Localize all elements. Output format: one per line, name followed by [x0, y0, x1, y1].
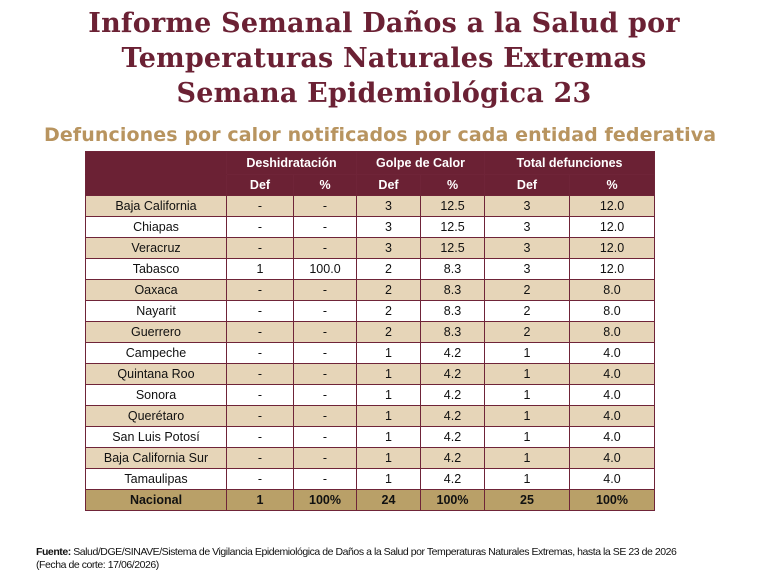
table-row [86, 406, 655, 427]
table-row [86, 301, 655, 322]
total-label: Nacional [86, 490, 227, 511]
table-cell: - [227, 448, 294, 469]
table-cell: - [294, 427, 357, 448]
table-row [86, 280, 655, 301]
table-cell: - [227, 196, 294, 217]
table-cell: 4.2 [421, 343, 485, 364]
table-cell: - [294, 196, 357, 217]
table-row [86, 448, 655, 469]
table-cell: - [227, 364, 294, 385]
state-name-cell: Baja California Sur [86, 448, 227, 469]
table-cell: 1 [357, 469, 421, 490]
total-cell: 1 [227, 490, 294, 511]
table-cell: - [294, 385, 357, 406]
table-cell: 1 [485, 343, 570, 364]
state-name-cell: Quintana Roo [86, 364, 227, 385]
state-name-cell: Querétaro [86, 406, 227, 427]
state-name-cell: Baja California [86, 196, 227, 217]
total-cell: 25 [485, 490, 570, 511]
total-cell: 100% [421, 490, 485, 511]
table-cell: - [227, 217, 294, 238]
table-cell: 8.0 [570, 280, 655, 301]
table-cell: - [227, 427, 294, 448]
source-text: Salud/DGE/SINAVE/Sistema de Vigilancia Epidemiológica de Daños a la Salud por Temperaturas Naturales Extremas, hasta la SE 23 de 2026 [70, 546, 677, 558]
header-sub-def: Def [485, 175, 570, 196]
table-cell: 2 [357, 280, 421, 301]
total-row [86, 490, 655, 511]
table-cell: 12.0 [570, 196, 655, 217]
table-cell: - [227, 301, 294, 322]
table-cell: - [294, 301, 357, 322]
header-sub-def: Def [227, 175, 294, 196]
header-blank-cell [86, 152, 227, 175]
state-name-cell: Chiapas [86, 217, 227, 238]
table-cell: - [294, 322, 357, 343]
table-cell: 1 [485, 385, 570, 406]
title-line-1: Informe Semanal Daños a la Salud por [88, 8, 680, 39]
source-cutoff: (Fecha de corte: 17/06/2026) [36, 559, 159, 571]
table-cell: 3 [485, 259, 570, 280]
table-row [86, 469, 655, 490]
state-name-cell: Veracruz [86, 238, 227, 259]
table-cell: - [294, 343, 357, 364]
table-cell: 8.0 [570, 322, 655, 343]
table-cell: 4.2 [421, 448, 485, 469]
table-cell: 2 [357, 301, 421, 322]
state-name-cell: Nayarit [86, 301, 227, 322]
table-cell: 3 [485, 217, 570, 238]
table-cell: - [227, 343, 294, 364]
header-group-total: Total defunciones [485, 152, 655, 175]
state-name-cell: Campeche [86, 343, 227, 364]
table-cell: 12.5 [421, 217, 485, 238]
table-cell: 3 [485, 238, 570, 259]
table-cell: 1 [227, 259, 294, 280]
table-cell: 4.0 [570, 385, 655, 406]
table-cell: - [294, 469, 357, 490]
header-sub-pct: % [294, 175, 357, 196]
table-subtitle: Defunciones por calor notificados por cada entidad federativa [44, 124, 717, 146]
table-cell: 1 [357, 448, 421, 469]
table-cell: - [227, 406, 294, 427]
table-row [86, 196, 655, 217]
state-name-cell: Guerrero [86, 322, 227, 343]
table-cell: 4.2 [421, 406, 485, 427]
table-cell: - [294, 238, 357, 259]
table-row [86, 343, 655, 364]
table-cell: 8.0 [570, 301, 655, 322]
total-cell: 100% [294, 490, 357, 511]
table-cell: 8.3 [421, 322, 485, 343]
table-row [86, 217, 655, 238]
source-label: Fuente: [36, 546, 71, 558]
table-row [86, 322, 655, 343]
table-cell: 3 [357, 217, 421, 238]
header-sub-def: Def [357, 175, 421, 196]
total-cell: 24 [357, 490, 421, 511]
table-cell: 2 [357, 259, 421, 280]
table-cell: 1 [485, 469, 570, 490]
table-cell: 1 [357, 406, 421, 427]
table-cell: - [227, 385, 294, 406]
table-cell: 3 [485, 196, 570, 217]
table-cell: 12.0 [570, 259, 655, 280]
table-cell: 1 [357, 343, 421, 364]
table-cell: - [294, 280, 357, 301]
source-note [36, 546, 676, 572]
table-cell: 8.3 [421, 301, 485, 322]
header-sub-pct: % [570, 175, 655, 196]
table-cell: 2 [485, 301, 570, 322]
table-cell: - [227, 280, 294, 301]
table-cell: 4.2 [421, 469, 485, 490]
table-cell: 4.0 [570, 427, 655, 448]
table-cell: 1 [485, 364, 570, 385]
title-line-2: Temperaturas Naturales Extremas [121, 43, 647, 74]
table-cell: - [294, 406, 357, 427]
table-cell: 8.3 [421, 259, 485, 280]
table-cell: 12.0 [570, 217, 655, 238]
state-name-cell: Tamaulipas [86, 469, 227, 490]
table-cell: 1 [485, 427, 570, 448]
table-row [86, 364, 655, 385]
table-cell: 12.5 [421, 238, 485, 259]
table-cell: 4.0 [570, 364, 655, 385]
table-cell: - [227, 322, 294, 343]
table-cell: - [294, 364, 357, 385]
header-sub-row [86, 175, 655, 196]
table-cell: 12.0 [570, 238, 655, 259]
table-cell: 4.0 [570, 469, 655, 490]
table-cell: 3 [357, 196, 421, 217]
table-row [86, 259, 655, 280]
table-cell: 2 [485, 280, 570, 301]
header-sub-pct: % [421, 175, 485, 196]
table-cell: 3 [357, 238, 421, 259]
table-cell: 4.2 [421, 427, 485, 448]
table-cell: - [227, 238, 294, 259]
header-blank-cell [86, 175, 227, 196]
report-title [0, 6, 768, 111]
table-row [86, 385, 655, 406]
table-cell: 4.0 [570, 406, 655, 427]
table-cell: 1 [357, 385, 421, 406]
title-line-3: Semana Epidemiológica 23 [176, 78, 592, 109]
table-cell: 12.5 [421, 196, 485, 217]
table-cell: - [227, 469, 294, 490]
table-cell: 4.2 [421, 385, 485, 406]
table-row [86, 427, 655, 448]
table-cell: 1 [485, 448, 570, 469]
deaths-table [85, 151, 655, 511]
state-name-cell: San Luis Potosí [86, 427, 227, 448]
table-cell: 1 [485, 406, 570, 427]
table-cell: 2 [485, 322, 570, 343]
table-cell: 1 [357, 364, 421, 385]
table-cell: 8.3 [421, 280, 485, 301]
table-cell: 4.2 [421, 364, 485, 385]
table-cell: 100.0 [294, 259, 357, 280]
table-body [86, 196, 655, 490]
state-name-cell: Tabasco [86, 259, 227, 280]
header-group-row [86, 152, 655, 175]
state-name-cell: Oaxaca [86, 280, 227, 301]
table-cell: 1 [357, 427, 421, 448]
table-cell: - [294, 217, 357, 238]
state-name-cell: Sonora [86, 385, 227, 406]
table-cell: - [294, 448, 357, 469]
header-group-heatstroke: Golpe de Calor [357, 152, 485, 175]
table-cell: 4.0 [570, 448, 655, 469]
header-group-dehydration: Deshidratación [227, 152, 357, 175]
table-cell: 4.0 [570, 343, 655, 364]
total-cell: 100% [570, 490, 655, 511]
table-row [86, 238, 655, 259]
table-cell: 2 [357, 322, 421, 343]
